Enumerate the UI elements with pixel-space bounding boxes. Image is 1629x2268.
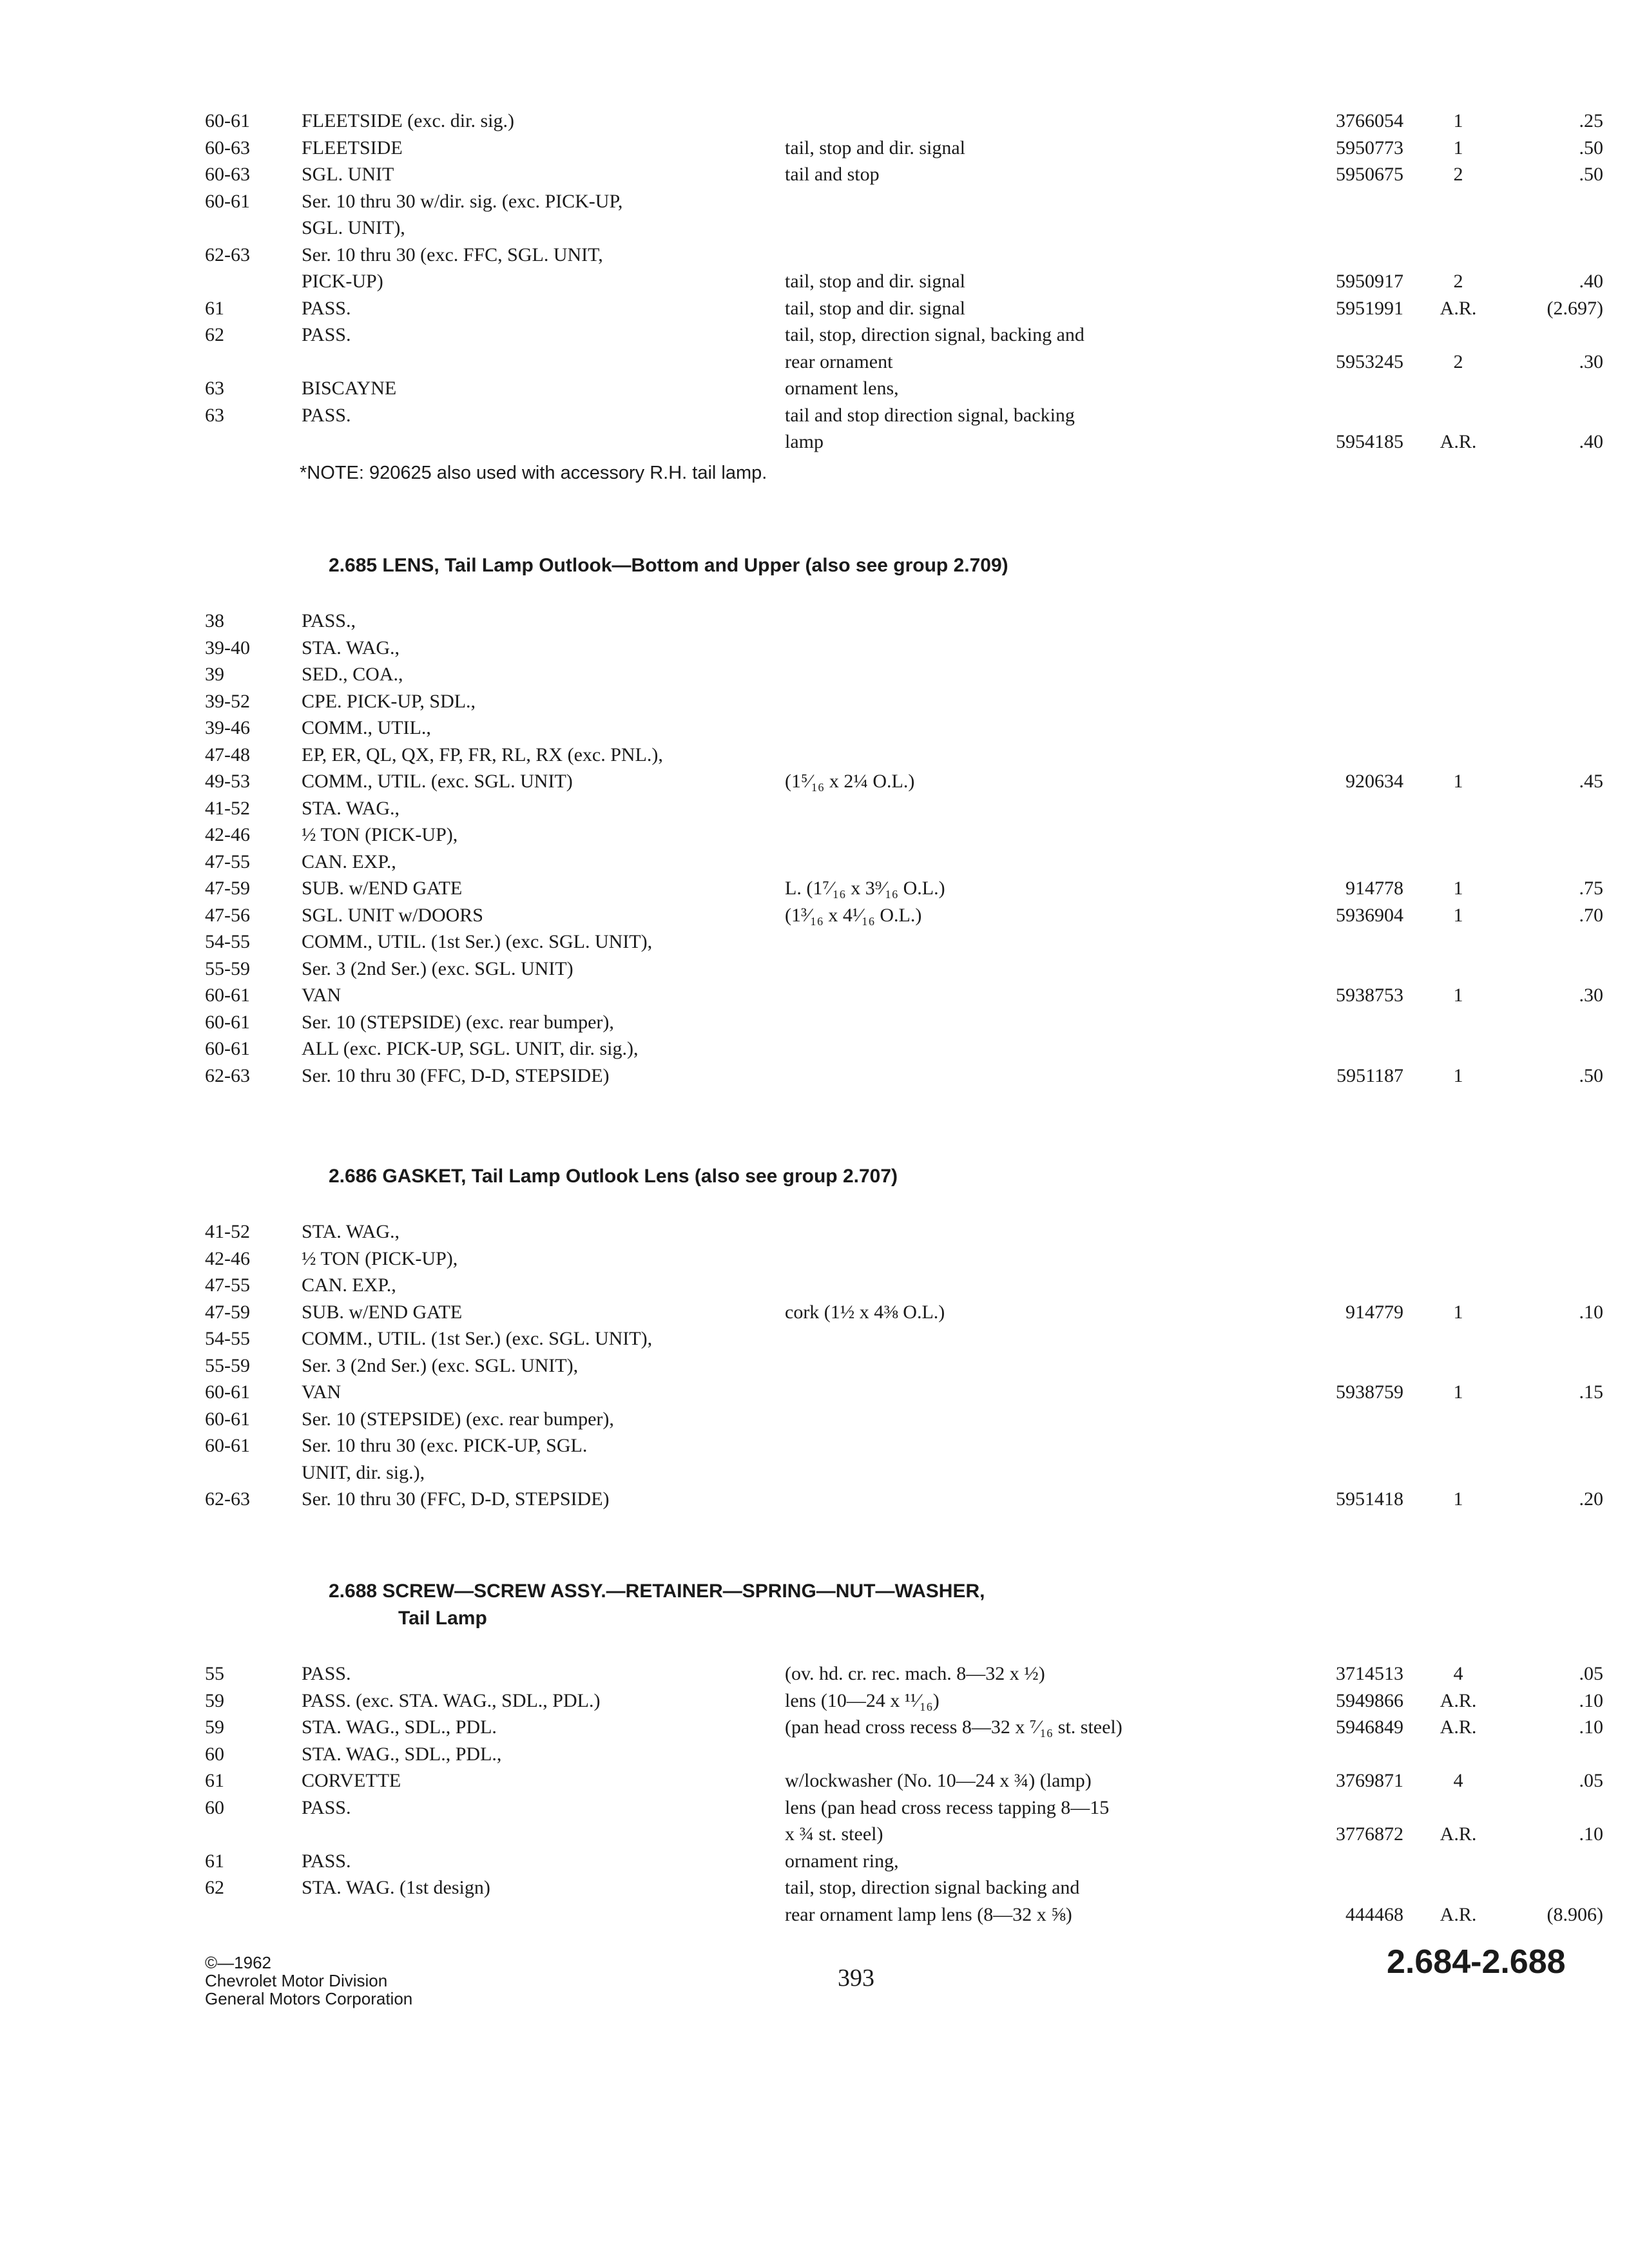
application-text: PASS. — [302, 1850, 351, 1872]
application-text: Ser. 10 thru 30 w/dir. sig. (exc. PICK-UP, — [302, 190, 623, 212]
application-text: PICK-UP) — [302, 271, 383, 292]
catalog-row — [205, 1849, 1623, 1874]
model-years: 42-46 — [205, 824, 250, 845]
catalog-row — [205, 1795, 1623, 1821]
model-years: 39-40 — [205, 637, 250, 658]
quantity: 1 — [1453, 110, 1463, 131]
catalog-row — [205, 1433, 1623, 1459]
model-years: 47-56 — [205, 904, 250, 926]
model-years: 61 — [205, 1770, 224, 1791]
model-years: 47-55 — [205, 850, 250, 872]
quantity: 2 — [1453, 271, 1463, 292]
description-text: tail and stop direction signal, backing — [785, 404, 1075, 426]
catalog-row — [205, 1742, 1623, 1767]
application-text: STA. WAG., — [302, 1221, 400, 1242]
catalog-row — [205, 769, 1623, 794]
application-text: Ser. 10 thru 30 (FFC, D-D, STEPSIDE) — [302, 1488, 610, 1510]
description-text: L. (1⁷⁄₁₆ x 3⁹⁄₁₆ O.L.) — [785, 878, 945, 899]
price: .10 — [1579, 1689, 1603, 1711]
application-text: ½ TON (PICK-UP), — [302, 824, 458, 845]
application-text: FLEETSIDE (exc. dir. sig.) — [302, 110, 514, 131]
price: .05 — [1579, 1770, 1603, 1791]
part-number: 3776872 — [1336, 1823, 1403, 1845]
application-text: SGL. UNIT w/DOORS — [302, 904, 483, 926]
part-number: 3769871 — [1336, 1770, 1403, 1791]
description-text: (1⁵⁄₁₆ x 2¼ O.L.) — [785, 771, 915, 792]
price: .25 — [1579, 110, 1603, 131]
application-text: CPE. PICK-UP, SDL., — [302, 690, 476, 712]
application-text: STA. WAG., SDL., PDL. — [302, 1716, 497, 1738]
catalog-row — [205, 822, 1623, 848]
copyright-block — [205, 1954, 412, 2008]
copyright-year: ©—1962 — [205, 1953, 271, 1972]
price: .50 — [1579, 1064, 1603, 1086]
application-text: Ser. 10 thru 30 (FFC, D-D, STEPSIDE) — [302, 1064, 610, 1086]
part-number: 5936904 — [1336, 904, 1403, 926]
description-text: (pan head cross recess 8—32 x ⁷⁄₁₆ st. steel) — [785, 1716, 1123, 1738]
part-number: 920634 — [1345, 771, 1403, 792]
part-number: 444468 — [1345, 1903, 1403, 1925]
application-text: Ser. 3 (2nd Ser.) (exc. SGL. UNIT) — [302, 957, 574, 979]
description-text: lamp — [785, 431, 824, 452]
catalog-row — [205, 1661, 1623, 1687]
catalog-row — [205, 689, 1623, 715]
catalog-row — [205, 1768, 1623, 1794]
price: .40 — [1579, 431, 1603, 452]
model-years: 55 — [205, 1663, 224, 1684]
quantity: 1 — [1453, 878, 1463, 899]
part-number: 3766054 — [1336, 110, 1403, 131]
section-subheading: Tail Lamp — [398, 1608, 487, 1629]
part-number: 5951187 — [1336, 1064, 1403, 1086]
application-text: VAN — [302, 985, 342, 1006]
description-text: rear ornament — [785, 351, 893, 372]
application-text: SED., COA., — [302, 664, 403, 685]
quantity: A.R. — [1440, 1903, 1477, 1925]
price: .10 — [1579, 1716, 1603, 1738]
model-years: 55-59 — [205, 1354, 250, 1376]
section-heading: 2.686 GASKET, Tail Lamp Outlook Lens (also see group 2.707) — [329, 1166, 898, 1187]
application-text: PASS. — [302, 297, 351, 319]
model-years: 62 — [205, 324, 224, 345]
application-text: Ser. 10 thru 30 (exc. PICK-UP, SGL. — [302, 1435, 588, 1456]
price: .15 — [1579, 1381, 1603, 1403]
catalog-row — [205, 635, 1623, 661]
application-text: PASS. — [302, 1796, 351, 1818]
price: (8.906) — [1547, 1903, 1603, 1925]
application-text: CAN. EXP., — [302, 1274, 396, 1296]
model-years: 61 — [205, 1850, 224, 1872]
model-years: 60-61 — [205, 1435, 250, 1456]
application-text: Ser. 10 thru 30 (exc. FFC, SGL. UNIT, — [302, 244, 603, 265]
catalog-row — [205, 662, 1623, 687]
description-text: cork (1½ x 4⅜ O.L.) — [785, 1301, 945, 1323]
catalog-row — [205, 242, 1623, 268]
price: .30 — [1579, 351, 1603, 372]
part-number: 914779 — [1345, 1301, 1403, 1323]
catalog-row — [205, 376, 1623, 401]
model-years: 47-48 — [205, 744, 250, 765]
catalog-row — [205, 1821, 1623, 1847]
application-text: COMM., UTIL. (exc. SGL. UNIT) — [302, 771, 573, 792]
quantity: 1 — [1453, 1301, 1463, 1323]
model-years: 55-59 — [205, 957, 250, 979]
catalog-row — [205, 1273, 1623, 1298]
description-text: w/lockwasher (No. 10—24 x ¾) (lamp) — [785, 1770, 1092, 1791]
model-years: 60-61 — [205, 1038, 250, 1059]
description-text: tail and stop — [785, 164, 880, 185]
model-years: 60-61 — [205, 110, 250, 131]
price: .40 — [1579, 271, 1603, 292]
application-text: STA. WAG. (1st design) — [302, 1877, 490, 1898]
catalog-row — [205, 349, 1623, 375]
application-text: EP, ER, QL, QX, FP, FR, RL, RX (exc. PNL.), — [302, 744, 663, 765]
price: .10 — [1579, 1823, 1603, 1845]
application-text: SUB. w/END GATE — [302, 878, 463, 899]
model-years: 62-63 — [205, 1488, 250, 1510]
catalog-row — [205, 1036, 1623, 1062]
catalog-row — [205, 1219, 1623, 1245]
catalog-row — [205, 108, 1623, 134]
quantity: 1 — [1453, 1381, 1463, 1403]
catalog-row — [205, 1688, 1623, 1714]
application-text: CAN. EXP., — [302, 850, 396, 872]
application-text: Ser. 10 (STEPSIDE) (exc. rear bumper), — [302, 1011, 614, 1033]
price: .50 — [1579, 137, 1603, 159]
application-text: SUB. w/END GATE — [302, 1301, 463, 1323]
quantity: 4 — [1453, 1770, 1463, 1791]
application-text: FLEETSIDE — [302, 137, 403, 159]
quantity: A.R. — [1440, 1689, 1477, 1711]
catalog-row — [205, 1379, 1623, 1405]
catalog-row — [205, 1326, 1623, 1352]
model-years: 42-46 — [205, 1247, 250, 1269]
model-years: 38 — [205, 610, 224, 631]
quantity: A.R. — [1440, 297, 1477, 319]
division-name: Chevrolet Motor Division — [205, 1971, 388, 1990]
catalog-row — [205, 983, 1623, 1008]
model-years: 60 — [205, 1743, 224, 1765]
part-number: 5938759 — [1336, 1381, 1403, 1403]
description-text: tail, stop and dir. signal — [785, 297, 965, 319]
catalog-row — [205, 1486, 1623, 1512]
application-text: COMM., UTIL., — [302, 717, 431, 738]
application-text: VAN — [302, 1381, 342, 1403]
catalog-row — [205, 1407, 1623, 1432]
part-number: 5950773 — [1336, 137, 1403, 159]
catalog-row — [205, 608, 1623, 634]
model-years: 47-59 — [205, 878, 250, 899]
application-text: ½ TON (PICK-UP), — [302, 1247, 458, 1269]
catalog-row — [205, 162, 1623, 187]
model-years: 39-52 — [205, 690, 250, 712]
application-text: PASS. — [302, 324, 351, 345]
description-text: ornament ring, — [785, 1850, 899, 1872]
catalog-row — [205, 849, 1623, 875]
price: .20 — [1579, 1488, 1603, 1510]
application-text: STA. WAG., — [302, 797, 400, 819]
model-years: 54-55 — [205, 931, 250, 952]
model-years: 60-61 — [205, 1381, 250, 1403]
catalog-row — [205, 1300, 1623, 1325]
part-number: 5950917 — [1336, 271, 1403, 292]
catalog-row — [205, 1246, 1623, 1272]
catalog-row — [205, 215, 1623, 241]
catalog-row — [205, 1902, 1623, 1928]
application-text: Ser. 3 (2nd Ser.) (exc. SGL. UNIT), — [302, 1354, 579, 1376]
part-number: 5950675 — [1336, 164, 1403, 185]
application-text: COMM., UTIL. (1st Ser.) (exc. SGL. UNIT), — [302, 931, 653, 952]
catalog-row — [205, 956, 1623, 982]
quantity: 1 — [1453, 1488, 1463, 1510]
model-years: 62 — [205, 1877, 224, 1898]
application-text: CORVETTE — [302, 1770, 401, 1791]
catalog-row — [205, 269, 1623, 294]
model-years: 60-61 — [205, 1011, 250, 1033]
description-text: (ov. hd. cr. rec. mach. 8—32 x ½) — [785, 1663, 1045, 1684]
model-years: 59 — [205, 1716, 224, 1738]
model-years: 49-53 — [205, 771, 250, 792]
part-number: 5951418 — [1336, 1488, 1403, 1510]
part-number: 3714513 — [1336, 1663, 1403, 1684]
application-text: ALL (exc. PICK-UP, SGL. UNIT, dir. sig.), — [302, 1038, 639, 1059]
model-years: 60 — [205, 1796, 224, 1818]
catalog-row — [205, 1715, 1623, 1740]
quantity: 1 — [1453, 1064, 1463, 1086]
application-text: Ser. 10 (STEPSIDE) (exc. rear bumper), — [302, 1408, 614, 1430]
quantity: 1 — [1453, 904, 1463, 926]
catalog-row — [205, 1063, 1623, 1089]
catalog-row — [205, 322, 1623, 348]
catalog-row — [205, 929, 1623, 955]
catalog-row — [205, 429, 1623, 455]
quantity: 1 — [1453, 137, 1463, 159]
price: .70 — [1579, 904, 1603, 926]
model-years: 60-63 — [205, 164, 250, 185]
price: .75 — [1579, 878, 1603, 899]
corporation-name: General Motors Corporation — [205, 1989, 413, 2008]
quantity: A.R. — [1440, 1716, 1477, 1738]
model-years: 54-55 — [205, 1328, 250, 1349]
part-number: 5951991 — [1336, 297, 1403, 319]
application-text: SGL. UNIT — [302, 164, 394, 185]
part-number: 5949866 — [1336, 1689, 1403, 1711]
page-number: 393 — [838, 1965, 874, 1992]
price: .30 — [1579, 985, 1603, 1006]
catalog-row — [205, 296, 1623, 322]
model-years: 41-52 — [205, 1221, 250, 1242]
model-years: 60-63 — [205, 137, 250, 159]
catalog-row — [205, 742, 1623, 768]
part-number: 5938753 — [1336, 985, 1403, 1006]
model-years: 60-61 — [205, 190, 250, 212]
application-text: UNIT, dir. sig.), — [302, 1461, 425, 1483]
catalog-row — [205, 1010, 1623, 1035]
model-years: 62-63 — [205, 1064, 250, 1086]
application-text: PASS. — [302, 404, 351, 426]
catalog-row — [205, 876, 1623, 901]
price: .50 — [1579, 164, 1603, 185]
model-years: 61 — [205, 297, 224, 319]
application-text: STA. WAG., SDL., PDL., — [302, 1743, 502, 1765]
catalog-row — [205, 135, 1623, 161]
application-text: COMM., UTIL. (1st Ser.) (exc. SGL. UNIT), — [302, 1328, 653, 1349]
description-text: x ¾ st. steel) — [785, 1823, 883, 1845]
model-years: 39-46 — [205, 717, 250, 738]
model-years: 59 — [205, 1689, 224, 1711]
catalog-row — [205, 1353, 1623, 1379]
part-number: 5946849 — [1336, 1716, 1403, 1738]
model-years: 63 — [205, 378, 224, 399]
price: (2.697) — [1547, 297, 1603, 319]
quantity: 2 — [1453, 351, 1463, 372]
quantity: 1 — [1453, 771, 1463, 792]
model-years: 60-61 — [205, 1408, 250, 1430]
model-years: 39 — [205, 664, 224, 685]
part-number: 5953245 — [1336, 351, 1403, 372]
application-text: PASS., — [302, 610, 356, 631]
model-years: 47-55 — [205, 1274, 250, 1296]
catalog-row — [205, 189, 1623, 215]
footnote: *NOTE: 920625 also used with accessory R.H. tail lamp. — [300, 462, 767, 483]
catalog-row — [205, 403, 1623, 428]
quantity: A.R. — [1440, 1823, 1477, 1845]
model-years: 63 — [205, 404, 224, 426]
description-text: ornament lens, — [785, 378, 899, 399]
model-years: 47-59 — [205, 1301, 250, 1323]
description-text: tail, stop, direction signal, backing and — [785, 324, 1084, 345]
section-range: 2.684-2.688 — [1387, 1943, 1566, 1981]
catalog-row — [205, 715, 1623, 741]
application-text: SGL. UNIT), — [302, 217, 405, 238]
part-number: 5954185 — [1336, 431, 1403, 452]
price: .05 — [1579, 1663, 1603, 1684]
catalog-row — [205, 903, 1623, 928]
price: .10 — [1579, 1301, 1603, 1323]
application-text: STA. WAG., — [302, 637, 400, 658]
quantity: 2 — [1453, 164, 1463, 185]
model-years: 62-63 — [205, 244, 250, 265]
description-text: rear ornament lamp lens (8—32 x ⅝) — [785, 1903, 1072, 1925]
description-text: (1³⁄₁₆ x 4¹⁄₁₆ O.L.) — [785, 904, 922, 926]
description-text: lens (10—24 x ¹¹⁄₁₆) — [785, 1689, 940, 1711]
quantity: 4 — [1453, 1663, 1463, 1684]
quantity: 1 — [1453, 985, 1463, 1006]
description-text: tail, stop, direction signal backing and — [785, 1877, 1080, 1898]
catalog-row — [205, 1460, 1623, 1486]
model-years: 60-61 — [205, 985, 250, 1006]
section-heading: 2.688 SCREW—SCREW ASSY.—RETAINER—SPRING—NUT—WASHER, — [329, 1581, 985, 1602]
catalog-row — [205, 1875, 1623, 1901]
application-text: PASS. (exc. STA. WAG., SDL., PDL.) — [302, 1689, 601, 1711]
quantity: A.R. — [1440, 431, 1477, 452]
catalog-row — [205, 796, 1623, 822]
description-text: tail, stop and dir. signal — [785, 271, 965, 292]
description-text: lens (pan head cross recess tapping 8—15 — [785, 1796, 1110, 1818]
section-heading: 2.685 LENS, Tail Lamp Outlook—Bottom and Upper (also see group 2.709) — [329, 555, 1008, 576]
application-text: BISCAYNE — [302, 378, 397, 399]
application-text: PASS. — [302, 1663, 351, 1684]
part-number: 914778 — [1345, 878, 1403, 899]
description-text: tail, stop and dir. signal — [785, 137, 965, 159]
model-years: 41-52 — [205, 797, 250, 819]
price: .45 — [1579, 771, 1603, 792]
